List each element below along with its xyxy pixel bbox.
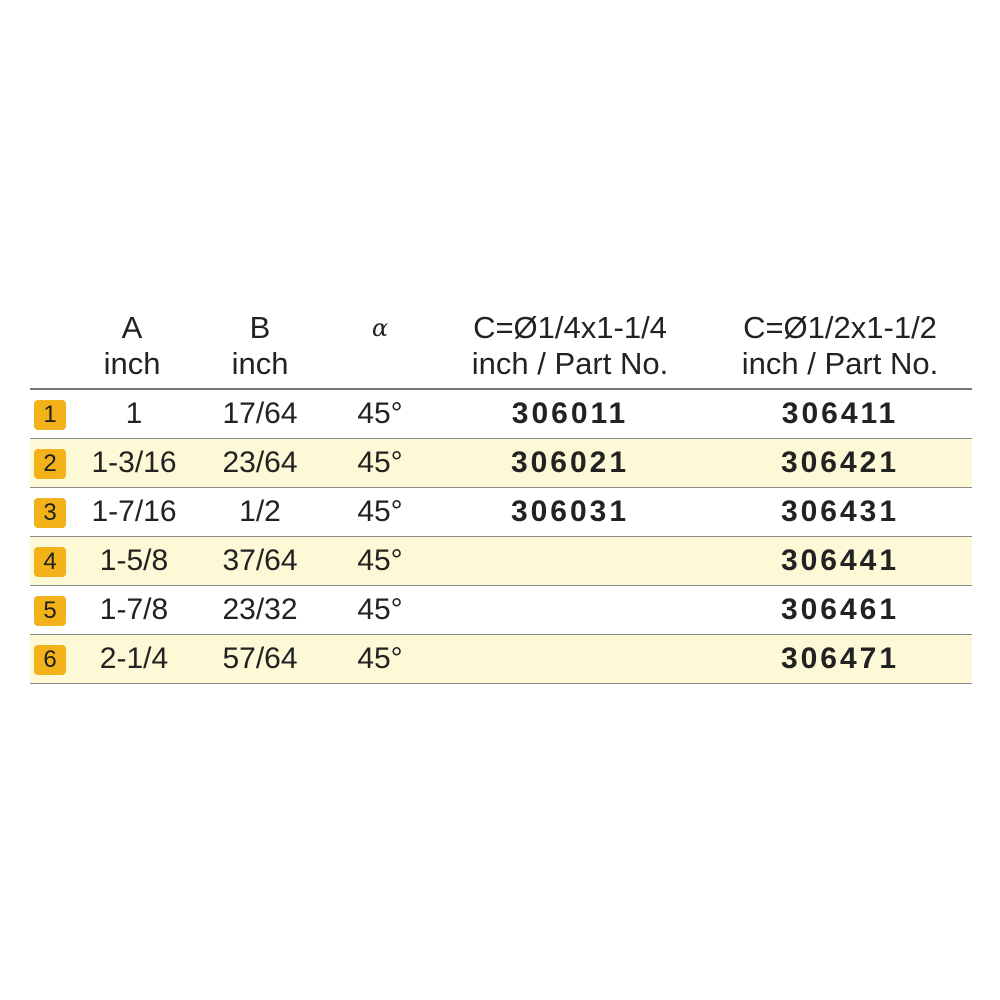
- header-a-unit: inch: [103, 346, 161, 381]
- row-number-badge: 4: [34, 547, 66, 577]
- cell-part-no-c2: 306411: [781, 397, 899, 430]
- cell-a: 1: [125, 397, 143, 430]
- header-alpha: [340, 310, 420, 346]
- header-c2: [710, 310, 970, 382]
- header-c2-unit: inch / Part No.: [741, 346, 939, 381]
- cell-b: 23/32: [222, 593, 298, 626]
- cell-alpha: 45°: [357, 593, 403, 626]
- cell-b: 17/64: [222, 397, 298, 430]
- table-row: [30, 635, 972, 684]
- cell-alpha: 45°: [357, 446, 403, 479]
- table-row: [30, 439, 972, 488]
- table-row: [30, 488, 972, 537]
- cell-b: 37/64: [222, 544, 298, 577]
- cell-a: 1-7/16: [91, 495, 177, 528]
- cell-a: 1-5/8: [99, 544, 169, 577]
- cell-part-no-c1: [430, 635, 710, 683]
- spec-table: [30, 310, 972, 684]
- header-alpha-label: α: [371, 314, 389, 342]
- cell-b: 23/64: [222, 446, 298, 479]
- table-row: [30, 390, 972, 439]
- cell-part-no-c1: 306011: [511, 397, 629, 430]
- header-b-unit: inch: [231, 346, 289, 381]
- header-b: [205, 310, 315, 382]
- header-c2-label: C=Ø1/2x1-1/2: [743, 310, 937, 345]
- cell-part-no-c2: 306421: [780, 446, 900, 479]
- header-a: [80, 310, 184, 382]
- cell-part-no-c2: 306441: [780, 544, 900, 577]
- header-row: [30, 310, 972, 390]
- cell-alpha: 45°: [357, 397, 403, 430]
- cell-b: 57/64: [222, 642, 298, 675]
- row-number-badge: 5: [34, 596, 66, 626]
- header-b-label: B: [249, 310, 271, 345]
- cell-part-no-c1: [430, 586, 710, 634]
- header-c1-unit: inch / Part No.: [471, 346, 669, 381]
- cell-part-no-c2: 306431: [780, 495, 900, 528]
- cell-part-no-c1: 306021: [510, 446, 630, 479]
- cell-alpha: 45°: [357, 495, 403, 528]
- header-a-label: A: [121, 310, 143, 345]
- row-number-badge: 6: [34, 645, 66, 675]
- cell-part-no-c2: 306471: [780, 642, 900, 675]
- cell-alpha: 45°: [357, 544, 403, 577]
- cell-a: 1-3/16: [91, 446, 177, 479]
- row-number-badge: 2: [34, 449, 66, 479]
- cell-part-no-c1: 306031: [510, 495, 630, 528]
- cell-a: 1-7/8: [99, 593, 169, 626]
- cell-a: 2-1/4: [99, 642, 169, 675]
- cell-part-no-c2: 306461: [780, 593, 900, 626]
- cell-part-no-c1: [430, 537, 710, 585]
- row-number-badge: 3: [34, 498, 66, 528]
- table-row: [30, 586, 972, 635]
- table-row: [30, 537, 972, 586]
- row-number-badge: 1: [34, 400, 66, 430]
- header-c1-label: C=Ø1/4x1-1/4: [473, 310, 667, 345]
- header-c1: [430, 310, 710, 382]
- cell-b: 1/2: [239, 495, 281, 528]
- cell-alpha: 45°: [357, 642, 403, 675]
